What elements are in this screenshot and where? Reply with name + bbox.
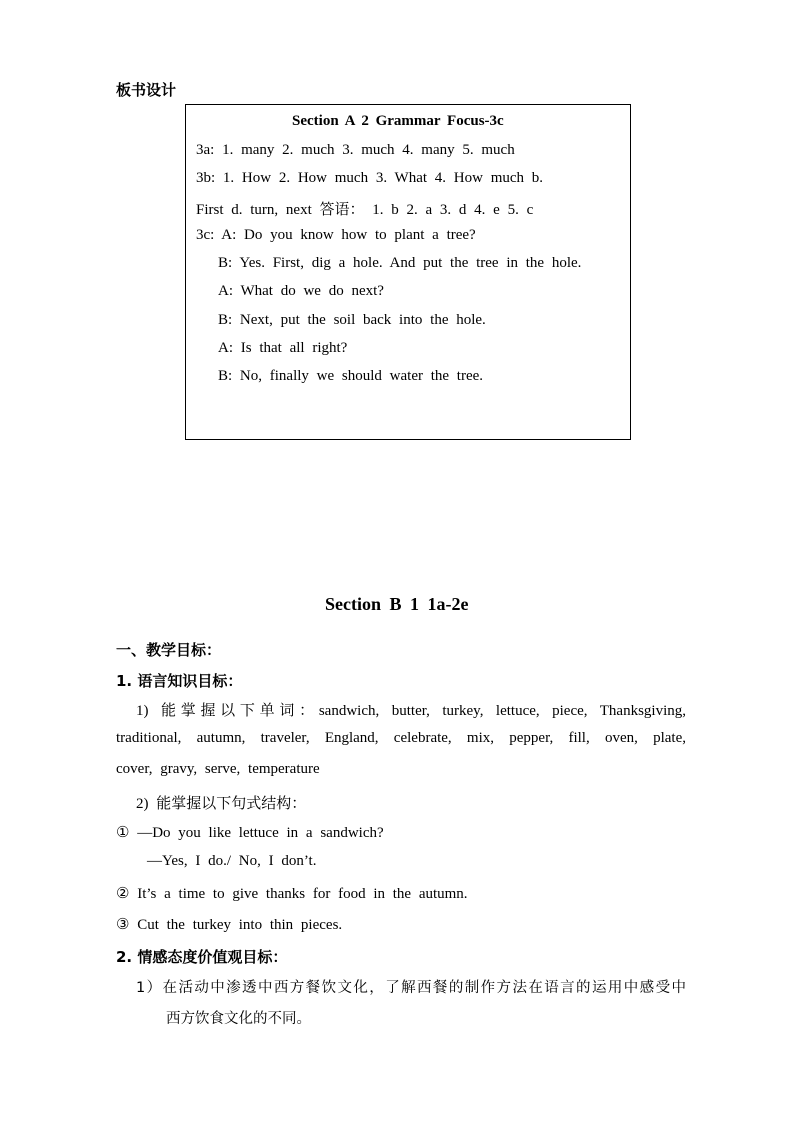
box-line-3b: 3b: 1. How 2. How much 3. What 4. How much b. — [196, 170, 544, 186]
emotion-line-1: 1）在活动中渗透中西方餐饮文化，了解西餐的制作方法在语言的运用中感受中 — [136, 980, 686, 996]
sentence-3: ③ Cut the turkey into thin pieces. — [116, 917, 343, 933]
structures-heading: 2) 能掌握以下句式结构： — [136, 796, 307, 812]
box-line-b3: B: No, finally we should water the tree. — [218, 368, 484, 384]
vocab-line-2: traditional, autumn, traveler, England, celebrate, mix, pepper, fill, oven, plate, — [116, 730, 686, 746]
vocab-line-3: cover, gravy, serve, temperature — [116, 761, 320, 777]
knowledge-heading: 1. 语言知识目标： — [116, 672, 243, 690]
box-line-3a: 3a: 1. many 2. much 3. much 4. many 5. much — [196, 142, 515, 158]
sentence-1-question: ① —Do you like lettuce in a sandwich? — [116, 825, 384, 841]
sentence-1-answer: —Yes, I do./ No, I don’t. — [147, 853, 317, 869]
box-line-a3: A: Is that all right? — [218, 340, 348, 356]
vocab-line-1: 1) 能掌握以下单词：sandwich, butter, turkey, lettuce, piece, Thanksgiving, — [136, 703, 686, 719]
box-line-first: First d. turn, next 答语： 1. b 2. a 3. d 4. e 5. c — [196, 202, 534, 218]
sentence-2: ② It’s a time to give thanks for food in the autumn. — [116, 886, 468, 902]
emotion-heading: 2. 情感态度价值观目标： — [116, 948, 288, 966]
box-line-b1: B: Yes. First, dig a hole. And put the tree in the hole. — [218, 255, 582, 271]
box-line-3c: 3c: A: Do you know how to plant a tree? — [196, 227, 476, 243]
box-title: Section A 2 Grammar Focus-3c — [292, 113, 504, 129]
board-design-heading: 板书设计 — [116, 81, 177, 99]
emotion-line-2: 西方饮食文化的不同。 — [166, 1011, 311, 1027]
section-title: Section B 1 1a-2e — [325, 594, 469, 614]
box-line-a2: A: What do we do next? — [218, 283, 384, 299]
objectives-heading: 一、教学目标： — [116, 641, 222, 659]
box-line-b2: B: Next, put the soil back into the hole. — [218, 312, 486, 328]
